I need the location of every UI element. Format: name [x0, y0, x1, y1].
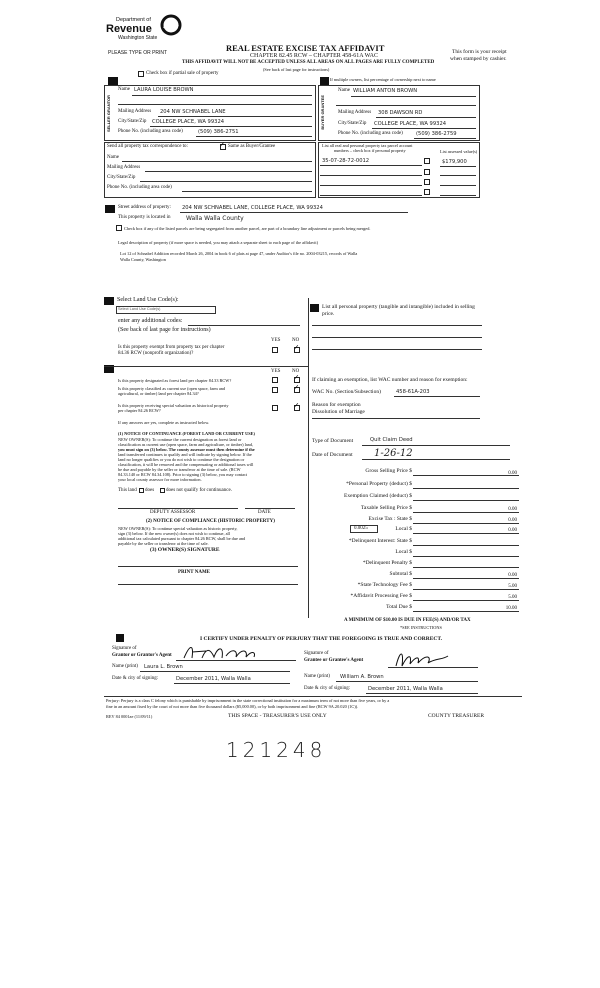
section-2-marker — [320, 77, 329, 85]
perjury-line-1: Perjury: Perjury is a class C felony which is punishable by imprisonment in the state correctional institution for a maximum term of not more than five years, or by a — [106, 698, 390, 703]
continuance-8: 84.33.140 or RCW 84.34.108). Prior to signing (3) below, you may contact — [118, 472, 248, 477]
parcel-2-checkbox[interactable] — [424, 169, 430, 175]
wac-value[interactable]: 458-61A-203 — [396, 389, 430, 395]
parcel-3-checkbox[interactable] — [424, 179, 430, 185]
grantee-name-value[interactable]: William A. Brown — [340, 674, 384, 680]
current-use-yes-checkbox[interactable] — [272, 387, 278, 393]
buyer-side-label: BUYER GRANTEE — [320, 95, 325, 130]
exempt-q-2: 84.36 RCW (nonprofit organization)? — [118, 351, 194, 356]
form-title: REAL ESTATE EXCISE TAX AFFIDAVIT — [226, 43, 385, 53]
grantee-date-label: Date & city of signing: — [304, 686, 351, 691]
rev-number: REV 84 0001ae (11/09/11) — [106, 714, 153, 719]
personal-property-label-1: List all personal property (tangible and intangible) included in selling — [322, 304, 475, 310]
assessed-1-value[interactable]: $179,900 — [442, 159, 467, 165]
continuance-5: land no longer qualifies or you do not wish to continue the designation or — [118, 457, 245, 462]
forest-no-check-mark: ✓ — [294, 375, 300, 381]
grantee-sig-label-1: Signature of — [304, 651, 329, 656]
form-warning: THIS AFFIDAVIT WILL NOT BE ACCEPTED UNLESS ALL AREAS ON ALL PAGES ARE FULLY COMPLETED — [182, 60, 435, 65]
historic-yes-checkbox[interactable] — [272, 405, 278, 411]
does-not-checkbox[interactable] — [160, 488, 165, 493]
certify-title: I CERTIFY UNDER PENALTY OF PERJURY THAT THE FOREGOING IS TRUE AND CORRECT. — [200, 636, 443, 642]
street-value[interactable]: 204 NW SCHNABEL LANE, COLLEGE PLACE, WA 99324 — [182, 205, 323, 211]
historic-title: (2) NOTICE OF COMPLIANCE (HISTORIC PROPERTY) — [146, 519, 275, 524]
segregation-checkbox[interactable] — [116, 225, 122, 231]
delinquent-local-label: Local $ — [395, 549, 412, 555]
personal-label: *Personal Property (deduct) $ — [346, 481, 412, 487]
buyer-city-label: City/State/Zip — [338, 121, 367, 126]
grantor-date-label: Date & city of signing: — [112, 676, 159, 681]
current-use-q-2: agricultural, or timber) land per chapter 84.34? — [118, 391, 199, 396]
street-label: Street address of property: — [118, 205, 171, 210]
corr-mailing-label: Mailing Address — [107, 165, 141, 170]
legal-value-2[interactable]: Walla County, Washington — [120, 257, 166, 262]
seller-name-label: Name — [118, 87, 130, 92]
total-due-label: Total Due $ — [386, 604, 412, 610]
parcel-1-value[interactable]: 35-07-28-72-0012 — [322, 158, 370, 164]
local-label: Local $ — [395, 526, 412, 532]
parcels-header-1: List all real and personal property tax parcel account — [322, 143, 413, 148]
seller-phone-label: Phone No. (including area code) — [118, 129, 183, 134]
buyer-mailing-value[interactable]: 308 DAWSON RD — [378, 110, 423, 116]
processing-fee-value[interactable]: 5.00 — [508, 595, 517, 600]
land-use-select-placeholder: Select Land Use Code(s) — [118, 307, 161, 311]
continuance-3: you must sign on (3) below. The county assessor must then determine if the — [118, 447, 255, 452]
seller-side-label: SELLER GRANTOR — [106, 95, 111, 133]
parcel-1-checkbox[interactable] — [424, 158, 430, 164]
seller-city-value[interactable]: COLLEGE PLACE, WA 99324 — [152, 119, 225, 125]
no-header-2: NO — [292, 369, 300, 374]
same-as-buyer-check-mark: ✓ — [220, 142, 226, 148]
parcels-header-2: numbers – check box if personal property — [334, 148, 406, 153]
processing-fee-label: *Affidavit Processing Fee $ — [350, 593, 412, 599]
continuance-1: NEW OWNER(S): To continue the current designation as forest land or — [118, 437, 242, 442]
penalty-label: *Delinquent Penalty $ — [362, 560, 412, 566]
doc-date-label: Date of Document — [312, 452, 353, 458]
delinquent-state-label: *Delinquent Interest: State $ — [348, 538, 412, 544]
assessed-header: List assessed value(s) — [440, 149, 478, 154]
deputy-assessor-label: DEPUTY ASSESSOR — [150, 510, 196, 515]
gross-value[interactable]: 0.00 — [508, 471, 517, 476]
continuance-9: your local county assessor for more information. — [118, 477, 202, 482]
seller-city-label: City/State/Zip — [118, 119, 147, 124]
stamp-number: 121248 — [226, 738, 327, 762]
multiple-owners-label: If multiple owners, list percentage of ownership next to name — [330, 77, 436, 82]
historic-no-check-mark: ✓ — [294, 403, 300, 409]
yes-header-2: YES — [271, 369, 281, 374]
same-as-buyer-label: Same as Buyer/Grantee — [228, 144, 276, 149]
minimum-note-1: A MINIMUM OF $10.00 IS DUE IN FEE(S) AND/OR TAX — [344, 618, 471, 623]
minimum-note-2: *SEE INSTRUCTIONS — [400, 625, 442, 630]
exemption-claimed-label: Exemption Claimed (deduct) $ — [344, 493, 412, 499]
does-label: does — [145, 488, 155, 493]
print-name-label: PRINT NAME — [178, 570, 210, 575]
continuance-7: be due and payable by the seller or transferor at the time of sale. (RCW — [118, 467, 241, 472]
grantor-date-value[interactable]: December 2011, Walla Walla — [176, 676, 251, 682]
historic-1: NEW OWNER(S): To continue special valuation as historic property, — [118, 526, 238, 531]
buyer-name-label: Name — [338, 88, 350, 93]
historic-q-2: per chapter 84.26 RCW? — [118, 408, 161, 413]
historic-3: additional tax calculated pursuant to chapter 84.26 RCW, shall be due and — [118, 536, 246, 541]
see-back-note: (See back of last page for instructions) — [263, 67, 330, 72]
historic-q-1: Is this property receiving special valuation as historical property — [118, 403, 229, 408]
dept-line1: Department of — [116, 17, 151, 23]
if-yes-label: If any answers are yes, complete as instructed below. — [118, 420, 210, 425]
forest-yes-checkbox[interactable] — [272, 377, 278, 383]
doc-type-label: Type of Document — [312, 438, 354, 444]
continuance-4: land transferred continues to qualify and will indicate by signing below. If the — [118, 452, 252, 457]
reason-label: Reason for exemption — [312, 402, 361, 408]
subtotal-label: Subtotal $ — [389, 571, 412, 577]
dept-line3: Washington State — [118, 35, 158, 41]
exempt-no-check-mark: ✓ — [294, 345, 300, 351]
exempt-yes-checkbox[interactable] — [272, 347, 278, 353]
continuance-title: (1) NOTICE OF CONTINUANCE (FOREST LAND OR CURRENT USE) — [118, 431, 255, 436]
reason-value[interactable]: Dissolution of Marriage — [312, 409, 365, 415]
continuance-2: classification as current use (open space, farm and agriculture, or timber) land, — [118, 442, 254, 447]
buyer-phone-label: Phone No. (including area code) — [338, 131, 403, 136]
local-value[interactable]: 0.00 — [508, 528, 517, 533]
partial-sale-checkbox[interactable] — [138, 71, 144, 77]
grantor-signature-icon — [180, 642, 280, 662]
continuance-6: classification, it will be removed and the compensating or additional taxes will — [118, 462, 254, 467]
taxable-value[interactable]: 0.00 — [508, 507, 517, 512]
corr-city-label: City/State/Zip — [107, 175, 136, 180]
wac-label: WAC No. (Section/Subsection) — [312, 389, 381, 395]
total-due-value[interactable]: 10.00 — [505, 606, 517, 611]
does-not-label: does not qualify for continuance. — [166, 488, 232, 493]
buyer-phone-value[interactable]: (509) 386-2759 — [416, 131, 457, 137]
additional-codes-label: enter any additional codes: — [118, 318, 183, 324]
form-chapter: CHAPTER 82.45 RCW – CHAPTER 458-61A WAC — [250, 53, 378, 59]
seller-mailing-value[interactable]: 204 NW SCHNABEL LANE — [160, 109, 226, 115]
grantor-name-label: Name (print) — [112, 664, 138, 669]
section-5-marker — [105, 205, 115, 213]
land-use-label: Select Land Use Code(s): — [117, 297, 179, 303]
grantee-name-label: Name (print) — [304, 674, 330, 679]
section-6-marker — [104, 297, 114, 305]
excise-label: Excise Tax : State $ — [368, 516, 412, 522]
grantor-sig-label-1: Signature of — [112, 646, 137, 651]
segregation-label: Check box if any of the listed parcels are being segregated from another parcel, are part of a boundary line adjustment or parcels being merged. — [124, 226, 371, 231]
excise-value[interactable]: 0.00 — [508, 518, 517, 523]
does-checkbox[interactable] — [139, 488, 144, 493]
local-rate-value[interactable]: 0.0025 — [354, 526, 368, 531]
deputy-date-label: DATE — [258, 510, 271, 515]
owner-signature-label: (3) OWNER(S) SIGNATURE — [150, 547, 220, 553]
subtotal-value[interactable]: 0.00 — [508, 573, 517, 578]
exempt-q-1: Is this property exempt from property tax per chapter — [118, 345, 225, 350]
seller-name-value[interactable]: LAURA LOUISE BROWN — [134, 87, 194, 93]
partial-sale-label: Check box if partial sale of property — [146, 71, 219, 76]
doc-type-value[interactable]: Quit Claim Deed — [370, 437, 413, 443]
section-1-marker — [108, 77, 118, 85]
yes-header-1: YES — [271, 338, 281, 343]
current-use-no-check-mark: ✓ — [294, 385, 300, 391]
located-label: This property is located in — [118, 215, 171, 220]
dept-line2: Revenue — [106, 23, 152, 35]
historic-4: payable by the seller or transferor at the time of sale. — [118, 541, 209, 546]
current-use-q-1: Is this property classified as current use (open space, farm and — [118, 386, 226, 391]
exemption-claiming-label: If claiming an exemption, list WAC number and reason for exemption: — [312, 377, 468, 383]
receipt-note-1: This form is your receipt — [452, 49, 507, 55]
gross-label: Gross Selling Price $ — [365, 468, 412, 474]
no-header-1: NO — [292, 338, 300, 343]
parcel-4-checkbox[interactable] — [424, 189, 430, 195]
this-land-label: This land — [118, 488, 137, 493]
buyer-city-value[interactable]: COLLEGE PLACE, WA 99324 — [374, 121, 447, 127]
send-tax-label: Send all property tax correspondence to: — [107, 144, 188, 149]
corr-phone-label: Phone No. (including area code) — [107, 185, 172, 190]
section-8-marker — [310, 304, 319, 312]
buyer-mailing-label: Mailing Address — [338, 110, 372, 115]
treasurer-space-label: THIS SPACE - TREASURER'S USE ONLY — [228, 713, 327, 719]
seller-mailing-label: Mailing Address — [118, 109, 152, 114]
tech-fee-label: *State Technology Fee $ — [357, 582, 412, 588]
buyer-name-value[interactable]: WILLIAM ANTON BROWN — [353, 88, 418, 94]
grantor-name-value[interactable]: Laura L. Brown — [144, 664, 183, 670]
forest-q: Is this property designated as forest land per chapter 84.33 RCW? — [118, 378, 232, 383]
taxable-label: Taxable Selling Price $ — [360, 505, 412, 511]
perjury-line-2: fine in an amount fixed by the court of not more than five thousand dollars ($5,000.00), or by both imprisonment and fine (RCW 9A.20.020 (1C)). — [106, 704, 359, 709]
legal-value-1[interactable]: Lot 12 of Schnabel Addition recorded March 26, 2004 in book 6 of plats at page 47, under Auditor's file no. 2004-03215, records of Walla — [120, 251, 358, 256]
receipt-note-2: when stamped by cashier. — [450, 56, 507, 62]
grantee-date-value[interactable]: December 2011, Walla Walla — [368, 686, 443, 692]
grantee-sig-label-2: Grantee or Grantee's Agent — [304, 658, 364, 663]
print-note: PLEASE TYPE OR PRINT — [108, 50, 168, 56]
corr-name-label: Name — [107, 155, 119, 160]
located-value[interactable]: Walla Walla County — [186, 215, 244, 222]
legal-label: Legal description of property (if more space is needed, you may attach a separate sheet to each page of the affidavit) — [118, 240, 318, 245]
column-divider — [308, 298, 309, 618]
revenue-swirl-icon — [160, 14, 182, 36]
section-9-marker — [116, 634, 124, 642]
land-use-see-back: (See back of last page for instructions) — [118, 327, 211, 333]
tech-fee-value[interactable]: 5.00 — [508, 584, 517, 589]
doc-date-value[interactable]: 1-26-12 — [374, 448, 413, 459]
personal-property-label-2: price. — [322, 311, 335, 317]
grantor-sig-label-2: Grantor or Grantor's Agent — [112, 653, 172, 658]
historic-2: sign (3) below. If the new owner(s) does not wish to continue, all — [118, 531, 230, 536]
county-treasurer-label: COUNTY TREASURER — [428, 713, 485, 719]
seller-phone-value[interactable]: (509) 386-2751 — [198, 129, 239, 135]
